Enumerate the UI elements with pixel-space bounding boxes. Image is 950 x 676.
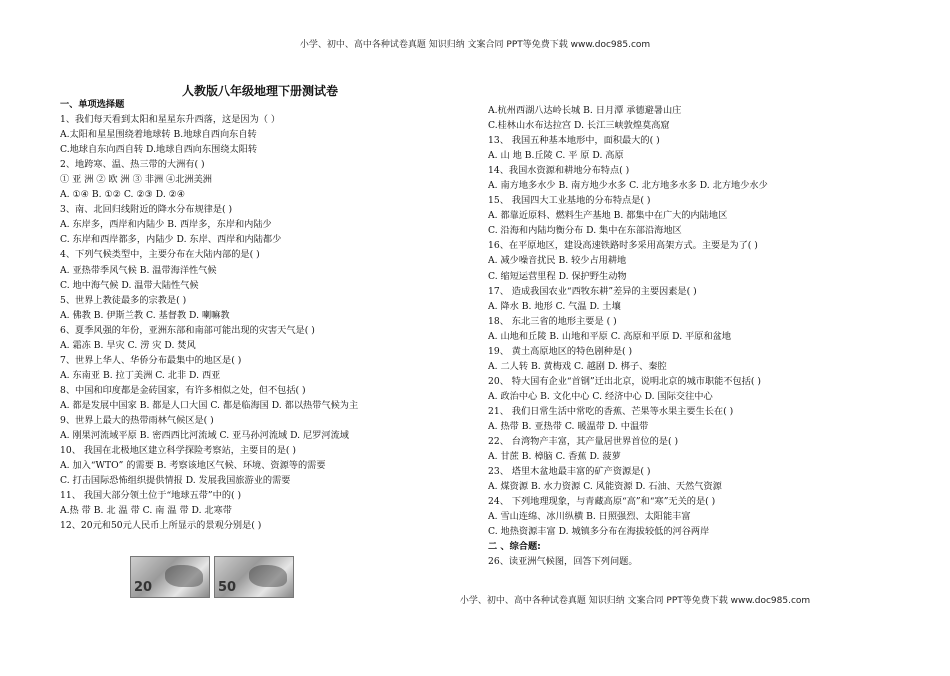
page-title: 人教版八年级地理下册测试卷 <box>181 84 338 98</box>
question-line: 10、 我国在北极地区建立科学探险考察站，主要目的是( ) <box>60 445 297 457</box>
question-line: A. 热带 B. 亚热带 C. 暖温带 D. 中温带 <box>488 420 649 432</box>
banknote-50-value: 50 <box>218 580 237 595</box>
question-line: 7、世界上华人、华侨分布最集中的地区是( ) <box>60 354 242 366</box>
question-line: C.桂林山水布达拉宫 D. 长江三峡敦煌莫高窟 <box>488 120 670 132</box>
question-line: C. 地中海气候 D. 温带大陆性气候 <box>60 279 199 291</box>
question-line: 2、地跨寒、温、热三带的大洲有( ) <box>60 159 205 171</box>
question-line: 1、我们每天看到太阳和星星东升西落，这是因为（ ） <box>60 114 281 126</box>
question-line: 14、我国水资源和耕地分布特点( ) <box>488 165 630 177</box>
question-line: 3、南、北回归线附近的降水分布规律是( ) <box>60 204 233 216</box>
question-line: A.热 带 B. 北 温 带 C. 南 温 带 D. 北寒带 <box>60 505 232 517</box>
question-line: 9、世界上最大的热带雨林气候区是( ) <box>60 414 214 426</box>
question-line: A. 霜冻 B. 旱灾 C. 涝 灾 D. 焚风 <box>60 339 196 351</box>
section-heading: 一、单项选择题 <box>60 99 125 110</box>
banknote-50-image <box>214 556 294 598</box>
question-line: C. 地热资源丰富 D. 城镇多分布在海拔较低的河谷两岸 <box>488 526 710 538</box>
question-line: A. 降水 B. 地形 C. 气温 D. 土壤 <box>488 300 621 312</box>
question-line: A. ①④ B. ①② C. ②③ D. ②④ <box>60 189 186 201</box>
question-line: A. 东岸多，西岸和内陆少 B. 西岸多，东岸和内陆少 <box>60 219 272 231</box>
question-line: 24、 下列地理现象，与青藏高原“高”和“寒”无关的是( ) <box>488 496 716 508</box>
question-line: A. 加入“WTO” 的需要 B. 考察该地区气候、环境、资源等的需要 <box>60 460 326 472</box>
question-line: C. 沿海和内陆均衡分布 D. 集中在东部沿海地区 <box>488 225 682 237</box>
question-line: C. 打击国际恐怖组织提供情报 D. 发展我国旅游业的需要 <box>60 475 291 487</box>
question-line: C. 东岸和西岸都多，内陆少 D. 东岸、西岸和内陆都少 <box>60 234 282 246</box>
left-column <box>60 97 480 533</box>
question-line: A. 佛教 B. 伊斯兰教 C. 基督教 D. 喇嘛教 <box>60 309 230 321</box>
question-line: 20、 特大国有企业“首钢”迁出北京，说明北京的城市职能不包括( ) <box>488 375 761 387</box>
question-line: C. 缩短运营里程 D. 保护野生动物 <box>488 270 627 282</box>
banknote-20-image <box>130 556 210 598</box>
question-line: 16、在平原地区，建设高速铁路时多采用高架方式。主要是为了( ) <box>488 240 758 252</box>
question-line: 21、 我们日常生活中常吃的香蕉、芒果等水果主要生长在( ) <box>488 405 734 417</box>
question-line: A. 政治中心 B. 文化中心 C. 经济中心 D. 国际交往中心 <box>488 390 713 402</box>
question-line: 4、下列气候类型中，主要分布在大陆内部的是( ) <box>60 249 260 261</box>
question-line: 18、 东北三省的地形主要是 ( ) <box>488 315 617 327</box>
question-line: A. 亚热带季风气候 B. 温带海洋性气候 <box>60 264 217 276</box>
question-line: 12、20元和50元人民币上所显示的景观分别是( ) <box>60 520 262 532</box>
section-heading: 二 、综合题: <box>488 541 541 553</box>
page-footer: 小学、初中、高中各种试卷真题 知识归纳 文案合同 PPT等免费下载 www.doc985.com <box>459 596 811 606</box>
question-line: ① 亚 洲 ② 欧 洲 ③ 非洲 ④北洲美洲 <box>60 174 212 186</box>
question-line: A. 甘蔗 B. 樟脑 C. 香蕉 D. 菠萝 <box>488 451 621 463</box>
question-line: 19、 黄土高原地区的特色剧种是( ) <box>488 345 633 357</box>
question-line: A. 二人转 B. 黄梅戏 C. 越剧 D. 梆子、秦腔 <box>488 360 667 372</box>
question-line: C.地球自东向西自转 D.地球自西向东围绕太阳转 <box>60 144 258 156</box>
question-line: 11、 我国大部分领土位于“地球五带”中的( ) <box>60 490 242 502</box>
question-line: A. 东南亚 B. 拉丁美洲 C. 北非 D. 西亚 <box>60 369 221 381</box>
question-line: 26、读亚洲气候图，回答下列问题。 <box>488 556 638 568</box>
question-line: A. 都靠近原料、燃料生产基地 B. 都集中在广大的内陆地区 <box>488 210 728 222</box>
question-line: A. 都是发展中国家 B. 都是人口大国 C. 都是临海国 D. 都以热带气候为主 <box>60 399 359 411</box>
question-line: 8、中国和印度都是金砖国家，有许多相似之处，但不包括( ) <box>60 384 306 396</box>
question-line: A.杭州西湖八达岭长城 B. 日月潭 承德避暑山庄 <box>488 105 682 116</box>
question-line: 23、 塔里木盆地最丰富的矿产资源是( ) <box>488 466 651 478</box>
question-line: A. 刚果河流域平原 B. 密西西比河流域 C. 亚马孙河流域 D. 尼罗河流域 <box>60 430 349 442</box>
question-line: A. 煤资源 B. 水力资源 C. 风能资源 D. 石油、天然气资源 <box>488 481 722 493</box>
banknote-20-value: 20 <box>134 580 153 595</box>
question-line: A. 雪山连绵、冰川纵横 B. 日照强烈、太阳能丰富 <box>488 511 691 523</box>
right-column <box>488 103 888 569</box>
question-line: 5、世界上教徒最多的宗教是( ) <box>60 294 187 306</box>
question-line: 6、夏季风强的年份，亚洲东部和南部可能出现的灾害天气是( ) <box>60 324 315 336</box>
question-line: 13、 我国五种基本地形中，面积最大的( ) <box>488 135 660 147</box>
question-line: 17、 造成我国农业“西牧东耕”差异的主要因素是( ) <box>488 285 697 297</box>
question-line: A. 减少噪音扰民 B. 较少占用耕地 <box>488 255 627 267</box>
question-line: A. 山 地 B.丘陵 C. 平 原 D. 高原 <box>488 150 624 162</box>
question-line: 22、 台湾物产丰富，其产量居世界首位的是( ) <box>488 436 679 448</box>
question-line: A.太阳和星星围绕着地球转 B.地球自西向东自转 <box>60 129 257 141</box>
question-line: A. 南方地多水少 B. 南方地少水多 C. 北方地多水多 D. 北方地少水少 <box>488 180 768 192</box>
page-header: 小学、初中、高中各种试卷真题 知识归纳 文案合同 PPT等免费下载 www.doc985.com <box>299 40 651 50</box>
question-line: 15、 我国四大工业基地的分布特点是( ) <box>488 195 651 207</box>
question-line: A. 山地和丘陵 B. 山地和平原 C. 高原和平原 D. 平原和盆地 <box>488 330 732 342</box>
